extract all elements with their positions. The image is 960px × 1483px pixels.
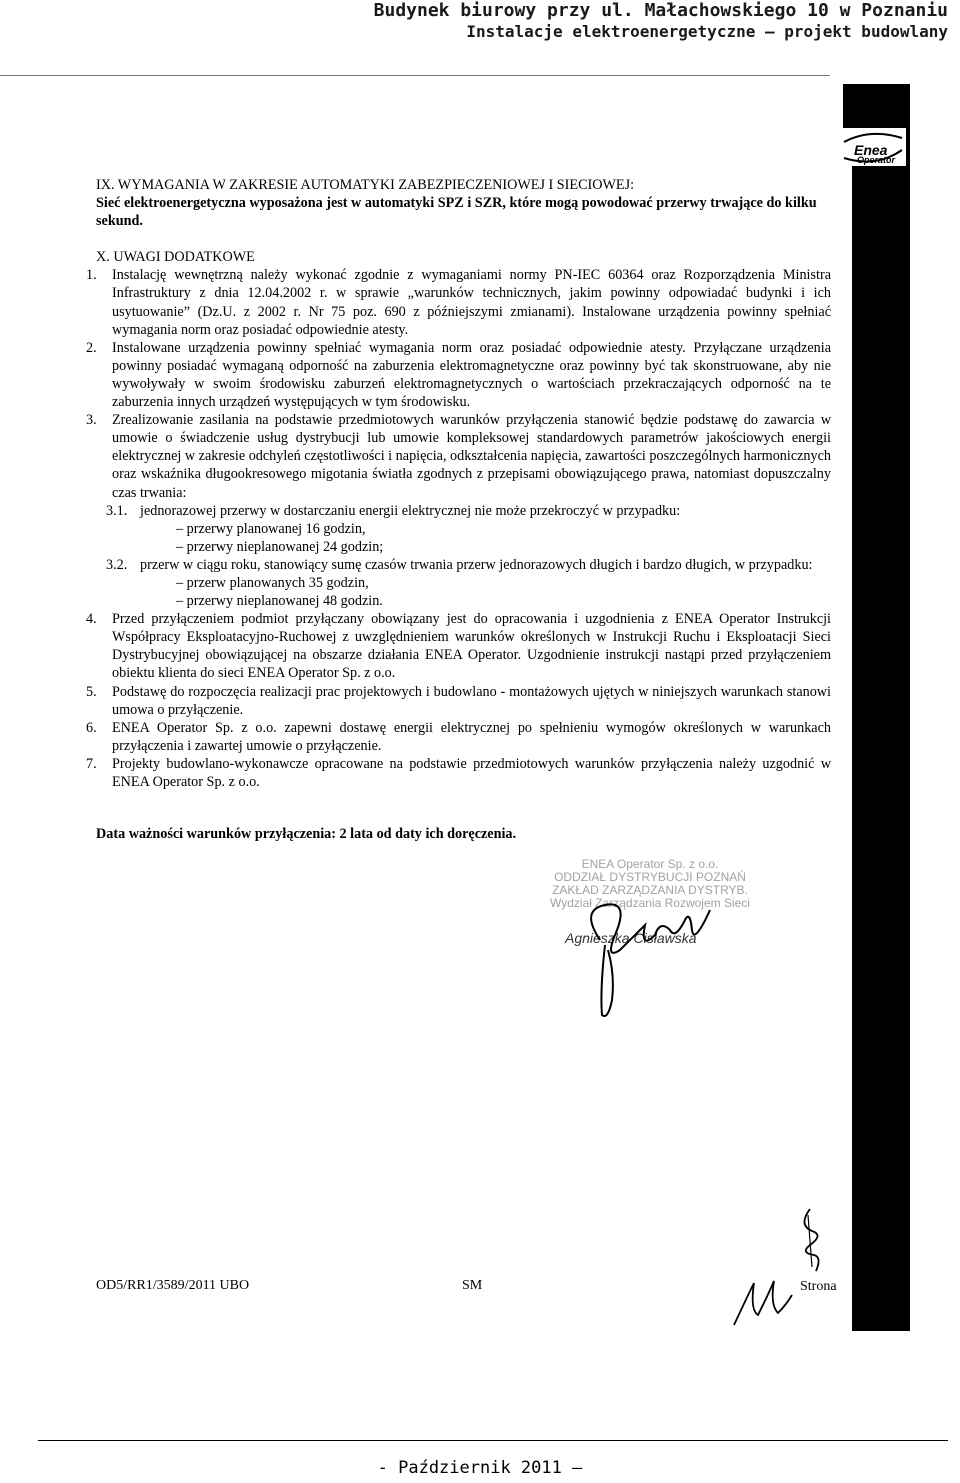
- footer-rule: [38, 1440, 948, 1441]
- dash-line: – przerwy nieplanowanej 48 godzin.: [176, 593, 383, 610]
- section-ix-text: Sieć elektroenergetyczna wyposażona jest w automatyki SPZ i SZR, które mogą powodować przerwy trwające do kilku sekund.: [96, 195, 817, 230]
- list-item: [56, 755, 831, 791]
- item-number: 5.: [86, 683, 97, 700]
- stamp-line: ODDZIAŁ DYSTRYBUCJI POZNAŃ: [554, 870, 746, 884]
- stamp-line: ENEA Operator Sp. z o.o.: [581, 857, 719, 871]
- logo-mark-text: Enea: [854, 142, 888, 158]
- item-text: Zrealizowanie zasilania na podstawie przedmiotowych warunków przyłączenia stanowić będzie podstawę do zawarcia w umowie o świadczenie usług dystrybucji lub umowie kompleksowej standardowych parametrów jakościowych energii elektrycznej w zakresie odchyleń częstotliwości i napięcia, odkształcenia napięcia, zawartości poszczególnych harmonicznych oraz wskaźnika długookresowego migotania światła zgodnych z przepisami obowiązującego prawa, natomiast dopuszczalny czas trwania:: [112, 412, 831, 501]
- stamp-line: ZAKŁAD ZARZĄDZANIA DYSTRYB.: [552, 883, 748, 897]
- document-body: [86, 176, 831, 857]
- subitem-number: 3.2.: [106, 556, 128, 573]
- handwritten-signature-icon: [560, 880, 720, 1020]
- item-number: 1.: [86, 267, 97, 284]
- subitem-text: jednorazowej przerwy w dostarczaniu energii elektrycznej nie może przekroczyć w przypadku:: [140, 502, 681, 519]
- dash-line: – przerwy nieplanowanej 24 godzin;: [176, 538, 384, 555]
- item-text: Podstawę do rozpoczęcia realizacji prac projektowych i budowlano - montażowych ujętych w niniejszych warunkach stanowi umowa o przyłączenie.: [112, 683, 831, 718]
- list-item: [56, 610, 831, 682]
- scan-edge-gap: [838, 150, 852, 1336]
- subitem-3-2: [106, 556, 831, 610]
- stamp-line: Wydział Zarządzania Rozwojem Sieci: [550, 896, 750, 910]
- list-item-sub: [56, 502, 831, 611]
- document-header-title: Budynek biurowy przy ul. Małachowskiego 10 w Poznaniu: [373, 0, 948, 21]
- list-item: [56, 266, 831, 338]
- item-text: Instalowane urządzenia powinny spełniać wymagania norm oraz posiadać odpowiednie atesty. Przyłączane urządzenia powinny posiadać wymaganą odporność na zaburzenia elektromagnetyczne oraz powinny być tak skonstruowane, aby nie wywoływały w swoim środowisku zaburzeń elektromagnetycznych o wartościach przekraczających odporność na te zaburzenia innych urządzeń występujących w tym środowisku.: [112, 339, 831, 411]
- item-number: 7.: [86, 755, 97, 772]
- item-number: 3.: [86, 412, 97, 429]
- item-text: Przed przyłączeniem podmiot przyłączany obowiązany jest do opracowania i uzgodnienia z ENEA Operator Instrukcji Współpracy Eksploatacyjno-Ruchowej z uwzględnieniem warunków określonych w Instrukcji Ruchu i Eksploatacji Sieci Dystrybucyjnej obowiązującej na obszarze działania ENEA Operator. Uzgodnienie instrukcji nastąpi przed przyłączeniem obiektu klienta do sieci ENEA Operator Sp. z o.o.: [112, 611, 831, 682]
- list-item: [56, 339, 831, 411]
- section-ix-title: IX. WYMAGANIA W ZAKRESIE AUTOMATYKI ZABEZPIECZENIOWEJ I SIECIOWEJ:: [96, 177, 635, 193]
- subitem-number: 3.1.: [106, 502, 128, 519]
- dash-line: – przerw planowanych 35 godzin,: [176, 574, 369, 591]
- page-label: Strona: [800, 1279, 837, 1294]
- dash-line: – przerwy planowanej 16 godzin,: [176, 520, 366, 537]
- item-number: 6.: [86, 719, 97, 736]
- item-number: 4.: [86, 611, 97, 628]
- item-text: Projekty budowlano-wykonawcze opracowane na podstawie przedmiotowych warunków przyłączenia należy uzgodnić w ENEA Operator Sp. z o.o.: [112, 755, 831, 790]
- notes-list: [56, 266, 831, 791]
- subitem-3-1: [106, 502, 831, 556]
- document-date: - Październik 2011 –: [377, 1458, 583, 1478]
- handwritten-paraph-icon: [728, 1275, 798, 1330]
- logo-caption: Operator: [857, 155, 896, 165]
- list-item: [56, 719, 831, 755]
- stamp-name: Agnieszka Cisławska: [565, 930, 697, 946]
- author-initials: SM: [462, 1278, 483, 1293]
- document-header-subtitle: Instalacje elektroenergetyczne – projekt budowlany: [466, 22, 948, 41]
- header-rule: [0, 75, 830, 76]
- item-text: ENEA Operator Sp. z o.o. zapewni dostawę energii elektrycznej po spełnieniu wymogów określonych w warunkach przyłączenia i zawartej umowie o przyłączenie.: [112, 719, 831, 754]
- document-reference: OD5/RR1/3589/2011 UBO: [96, 1278, 250, 1293]
- item-number: 2.: [86, 339, 97, 356]
- list-item: [56, 683, 831, 719]
- section-x-title: X. UWAGI DODATKOWE: [96, 249, 255, 266]
- subitem-text: przerw w ciągu roku, stanowiący sumę czasów trwania przerw jednorazowych długich i bardzo długich, w przypadku:: [140, 556, 813, 573]
- item-text: Instalację wewnętrzną należy wykonać zgodnie z wymaganiami normy PN-IEC 60364 oraz Rozporządzenia Ministra Infrastruktury z dnia 12.04.2002 r. w sprawie „warunków technicznych, jakim powinny odpowiadać budynki i ich usytuowanie” (Dz.U. z 2002 r. Nr 75 poz. 690 z późniejszymi zmianami). Instalowane urządzenia powinny spełniać wymagania norm oraz posiadać odpowiednie atesty.: [112, 267, 831, 338]
- list-item: [56, 411, 831, 501]
- validity-statement: Data ważności warunków przyłączenia: 2 lata od daty ich doręczenia.: [96, 826, 517, 843]
- handwritten-initial-icon: [790, 1205, 830, 1275]
